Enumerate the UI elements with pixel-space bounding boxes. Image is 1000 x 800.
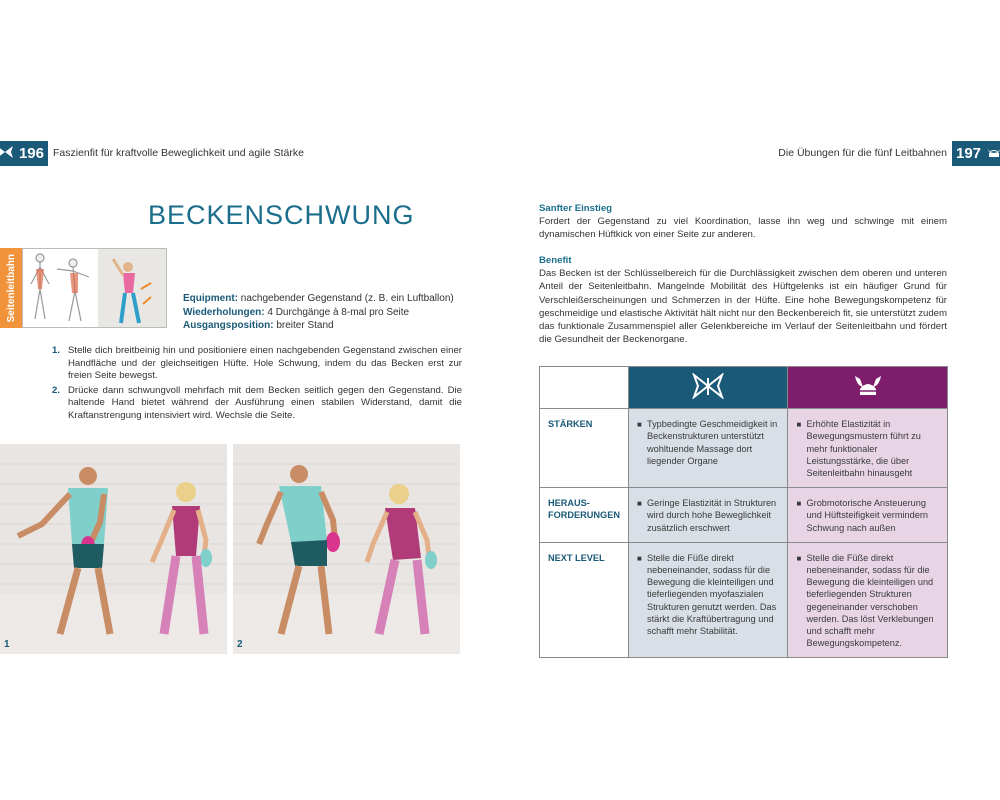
benefit-text: Das Becken ist der Schlüsselbereich für die Durchlässigkeit zwischen dem oberen und unteren Anteil der Seitenleitbahn. Mangelnde Mobilität des Hüftgelenks ist ein häufiger Grund für Verschleißerscheinungen und Schmerzen in der Hüfte. Eine hohe Bewegungskompetenz für geschmeidige und elastische Aktivität hält nicht nur den Beckenbereich fit, sie unterstützt zudem das funktionale Zusammenspiel aller Gelenkbereiche im Verlauf der Seitenleitbahn und fördert die Gesundheit der Beckenorgane.: [539, 268, 947, 346]
easy-start-text: Fordert der Gegenstand zu viel Koordination, lasse ihn weg und schwinge mit einem dynamischen Hüftkick von einer Seite zur anderen.: [539, 216, 947, 241]
anatomy-illustration: [22, 248, 167, 328]
type2-cell: ■ Grobmotorische Ansteuerung und Hüftsteifigkeit vermindern Schwung nach außen: [788, 488, 948, 543]
type1-cell: ■ Typbedingte Geschmeidigkeit in Beckenstrukturen unterstützt wohltuende Massage dort liegender Organe: [628, 409, 788, 488]
left-page-number: 196: [0, 141, 48, 166]
viking-helmet-icon: [851, 391, 885, 401]
right-page-number: 197: [952, 141, 1000, 166]
table-row: [540, 409, 948, 488]
type1-header: [628, 367, 788, 409]
exercise-steps: [52, 345, 462, 425]
left-running-title: Faszienfit für kraftvolle Beweglichkeit und agile Stärke: [53, 147, 304, 159]
photo-label: 1: [4, 639, 10, 650]
comparison-table: [539, 366, 948, 658]
row-label: HERAUS-FORDERUNGEN: [540, 488, 629, 543]
side-tab: Seitenleitbahn: [0, 248, 22, 328]
step-item: 2. Drücke dann schwungvoll mehrfach mit dem Becken seitlich gegen den Gegenstand. Die haltende Hand bietet während der Ausführung einen stabilen Widerstand, damit die Kraftanstrengung intensiviert wird. Wechsle die Seite.: [52, 384, 462, 421]
viking-helmet-icon: [984, 145, 1000, 163]
exercise-info: Equipment: nachgebender Gegenstand (z. B. ein Luftballon) Wiederholungen: 4 Durchgänge à 8-mal pro Seite Ausgangsposition: breiter Stand: [183, 293, 454, 331]
bullet-icon: ■: [796, 553, 802, 563]
benefit-heading: Benefit: [539, 255, 572, 266]
type1-cell: ■ Geringe Elastizität in Strukturen wird durch hohe Beweglichkeit zusätzlich erschwert: [628, 488, 788, 543]
type2-cell: ■ Erhöhte Elastizität in Bewegungsmustern führt zu mehr funktionaler Leistungsstärke, die über Seitenleitbahn hinausgeht: [788, 409, 948, 488]
bullet-icon: ■: [636, 420, 642, 430]
page-title: BECKENSCHWUNG: [148, 200, 415, 230]
row-label: NEXT LEVEL: [540, 542, 629, 658]
bullet-icon: ■: [796, 499, 802, 509]
easy-start-heading: Sanfter Einstieg: [539, 203, 613, 214]
bullet-icon: ■: [796, 420, 802, 430]
easy-start-section: [539, 202, 947, 242]
benefit-section: [539, 254, 947, 346]
step-item: 1. Stelle dich breitbeinig hin und positioniere einen nachgebenden Gegenstand zwischen einer Handfläche und der gleichseitigen Hüfte. Hole Schwung, indem du das Becken erst zur freien Seite bewegst.: [52, 345, 462, 382]
exercise-photo-2: [233, 444, 460, 654]
table-row: [540, 488, 948, 543]
header-empty-cell: [540, 367, 629, 409]
bullet-icon: ■: [636, 553, 642, 563]
type1-cell: ■ Stelle die Füße direkt nebeneinander, sodass für die Bewegung die kleinteiligen und tieferliegenden myofaszialen Strukturen genutzt werden. Das stärkt die Kraftübertragung und schafft mehr Stabilität.: [628, 542, 788, 658]
type2-cell: ■ Stelle die Füße direkt nebeneinander, sodass für die Bewegung die kleinteiligen und tieferliegenden Strukturen gegeneinander verschoben werden. Das löst Verklebungen und schafft mehr Bewegungskompetenz.: [788, 542, 948, 658]
row-label: STÄRKEN: [540, 409, 629, 488]
table-row: [540, 542, 948, 658]
bullet-icon: ■: [636, 499, 642, 509]
right-running-title: Die Übungen für die fünf Leitbahnen: [778, 147, 947, 159]
butterfly-icon: [691, 391, 725, 401]
type2-header: [788, 367, 948, 409]
exercise-photo-1: [0, 444, 227, 654]
butterfly-icon: [0, 145, 15, 163]
table-header-row: [540, 367, 948, 409]
photo-label: 2: [237, 639, 243, 650]
